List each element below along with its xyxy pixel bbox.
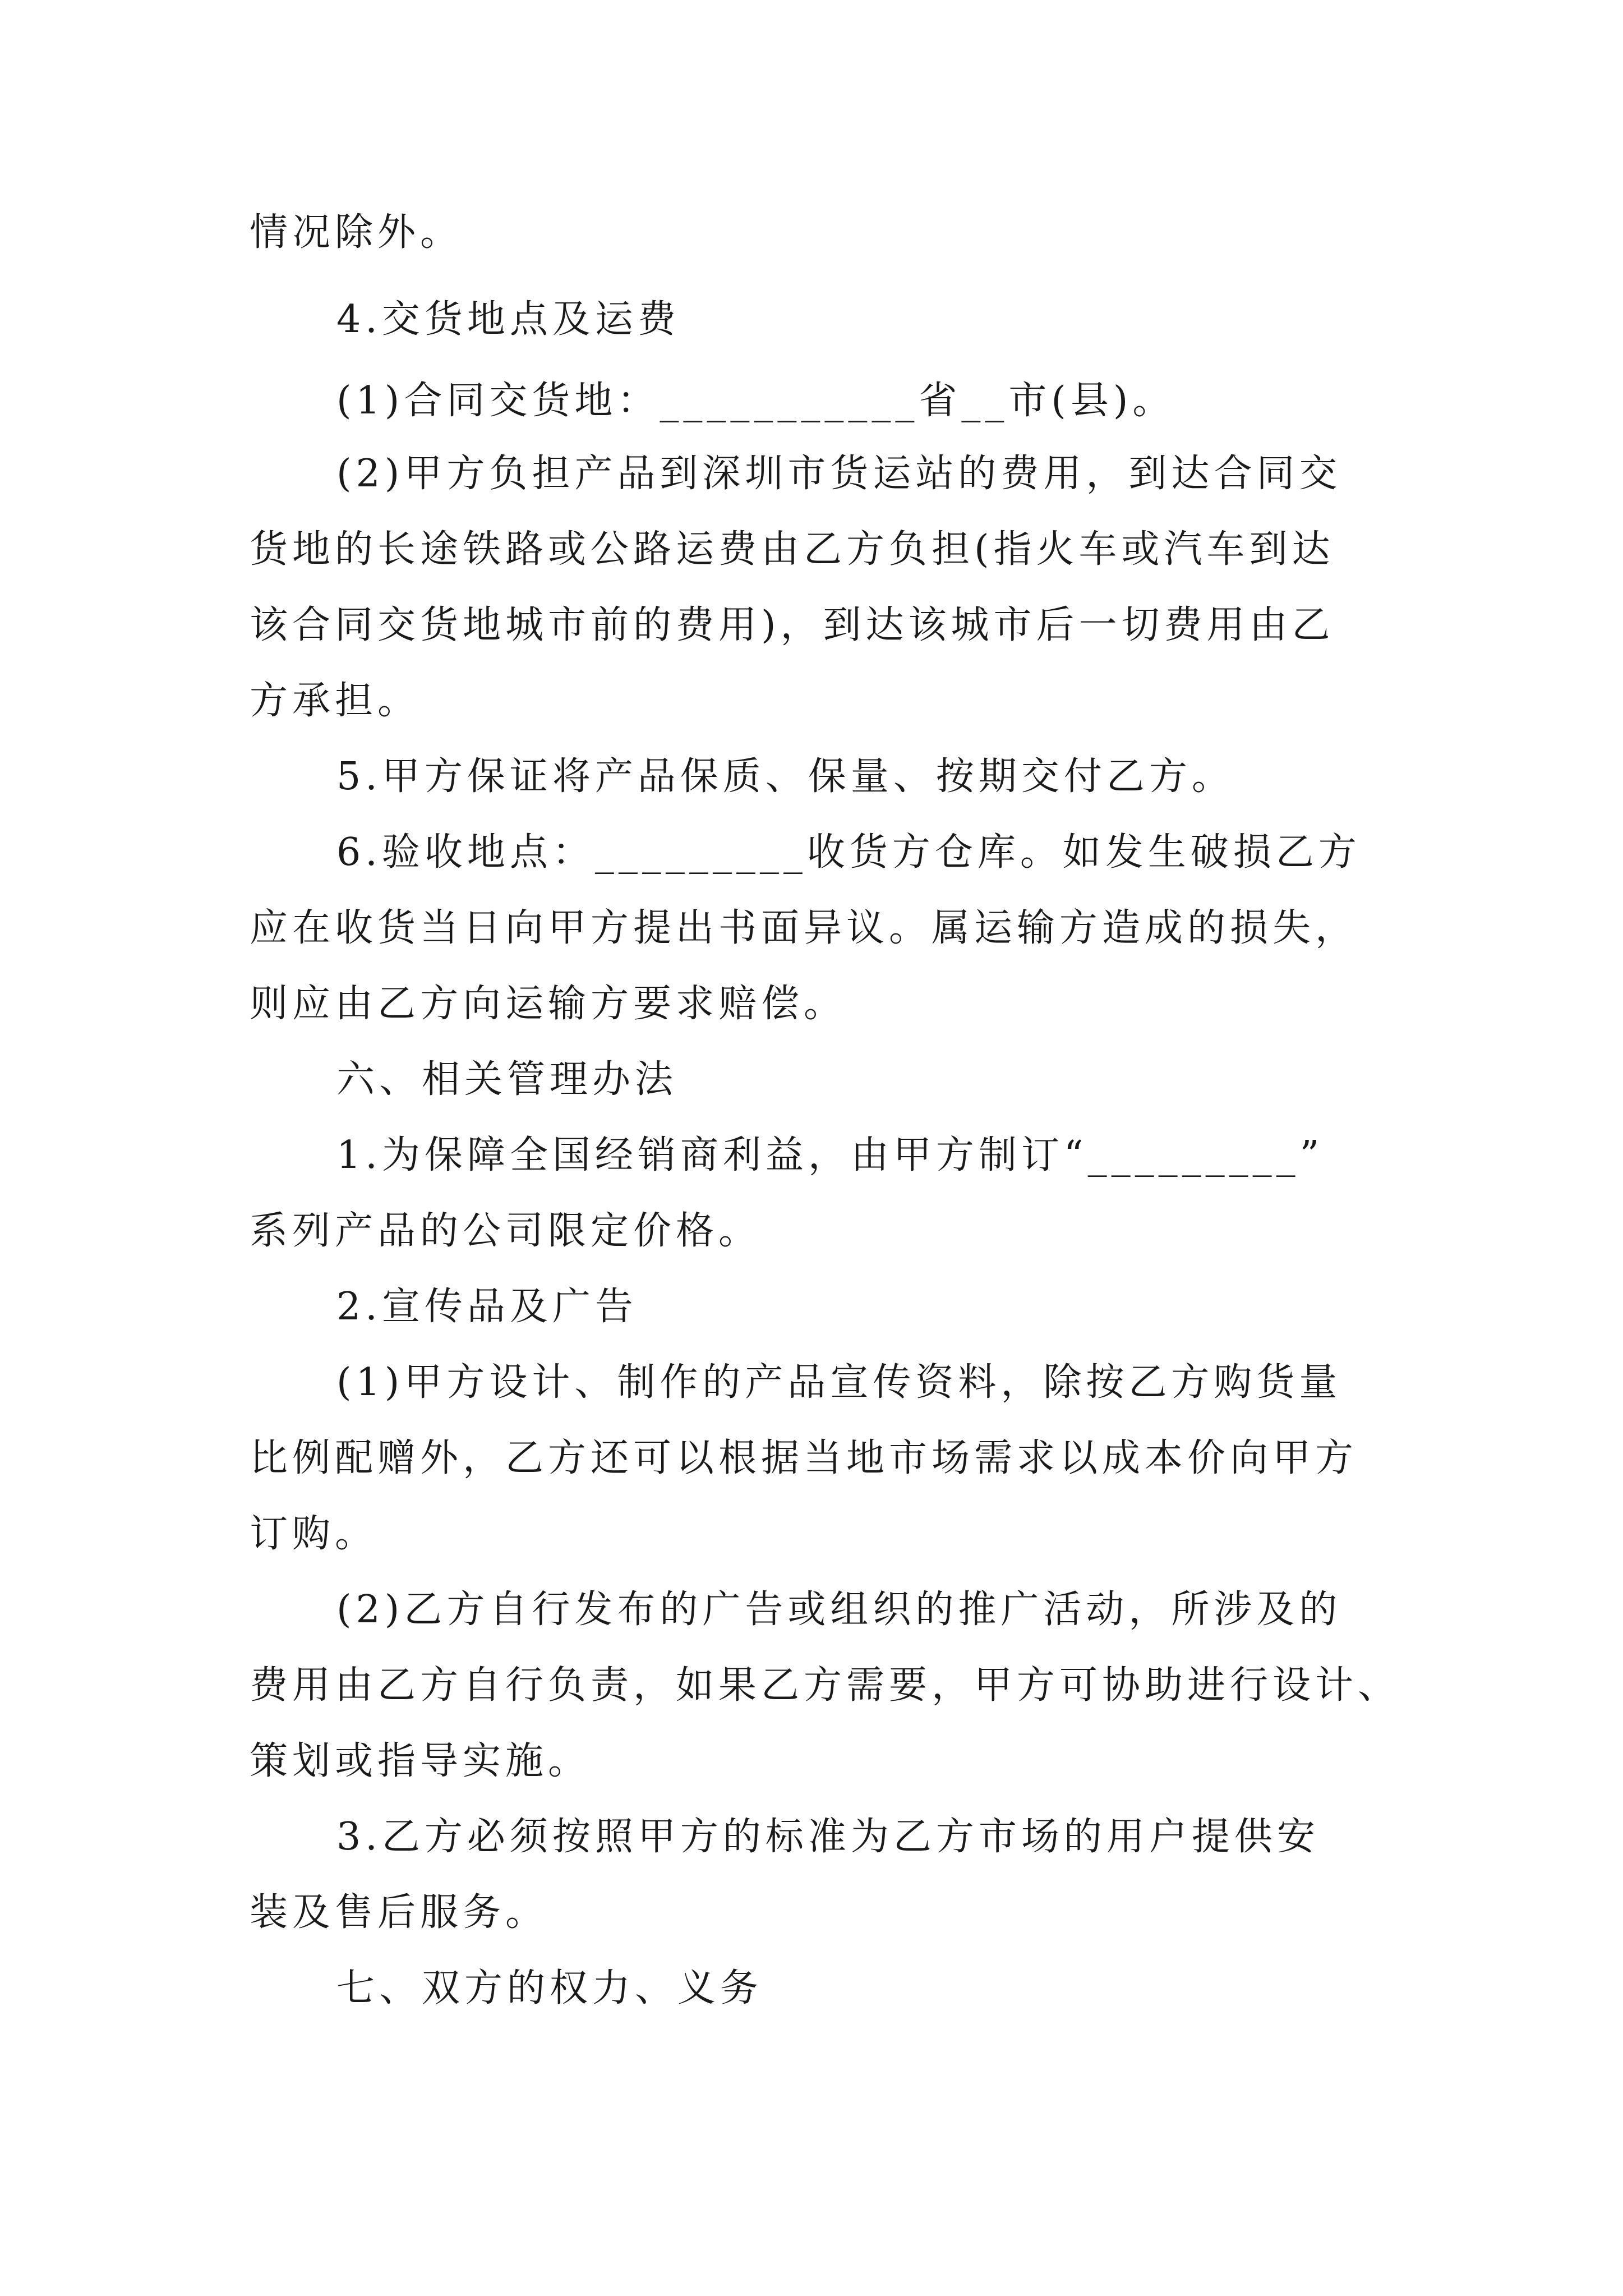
- paragraph-line: (1)合同交货地：___________省__市(县)。: [336, 379, 1175, 423]
- paragraph-line: 1.为保障全国经销商利益，由甲方制订“_________”: [336, 1133, 1324, 1177]
- paragraph-line: 比例配赠外，乙方还可以根据当地市场需求以成本价向甲方: [250, 1436, 1358, 1480]
- paragraph-line: 方承担。: [250, 679, 421, 723]
- section-heading: 六、相关管理办法: [336, 1057, 678, 1102]
- paragraph-line: 系列产品的公司限定价格。: [250, 1209, 762, 1253]
- paragraph-line: (2)甲方负担产品到深圳市货运站的费用，到达合同交: [336, 452, 1342, 496]
- paragraph-line: 3.乙方必须按照甲方的标准为乙方市场的用户提供安: [336, 1815, 1320, 1859]
- section-heading: 4.交货地点及运费: [336, 297, 680, 342]
- paragraph-line: 5.甲方保证将产品保质、保量、按期交付乙方。: [336, 754, 1234, 799]
- paragraph-line: 应在收货当日向甲方提出书面异议。属运输方造成的损失，: [250, 906, 1358, 950]
- paragraph-line: 费用由乙方自行负责，如果乙方需要，甲方可协助进行设计、: [250, 1663, 1401, 1708]
- paragraph-line: (2)乙方自行发布的广告或组织的推广活动，所涉及的: [336, 1588, 1342, 1632]
- section-heading: 七、双方的权力、义务: [336, 1966, 763, 2010]
- paragraph-line: 则应由乙方向运输方要求赔偿。: [250, 982, 847, 1026]
- paragraph-line: 该合同交货地城市前的费用)，到达该城市后一切费用由乙: [250, 603, 1335, 647]
- paragraph-line: 订购。: [250, 1512, 378, 1556]
- paragraph-line: 装及售后服务。: [250, 1890, 548, 1935]
- paragraph-line: 货地的长途铁路或公路运费由乙方负担(指火车或汽车到达: [250, 527, 1335, 572]
- paragraph-line: 情况除外。: [250, 210, 463, 255]
- paragraph-line: 策划或指导实施。: [250, 1739, 591, 1783]
- paragraph-line: (1)甲方设计、制作的产品宣传资料，除按乙方购货量: [336, 1360, 1342, 1405]
- section-heading: 2.宣传品及广告: [336, 1285, 638, 1329]
- paragraph-line: 6.验收地点：_________收货方仓库。如发生破损乙方: [336, 830, 1361, 875]
